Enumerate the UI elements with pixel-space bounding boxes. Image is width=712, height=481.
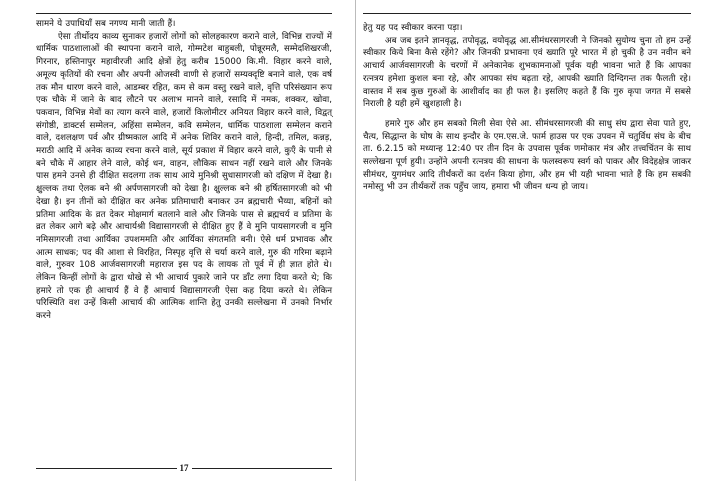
paragraph: सामने ये उपाधियाँ सब नगण्य मानी जाती हैं। (36, 19, 176, 29)
footer-rule-left (36, 468, 177, 469)
page-footer (36, 462, 332, 474)
paragraph: ऐसा तीर्थोदय काव्य सुनाकर हजारों लोगों को सोलहकारण कराने वाले, विभिन्न राज्यों में धार्मिक पाठशालाओं की स्थापना कराने वाले, गोम्मटेश बाहुबली, पोन्नूरमलै, सम्मेदशिखरजी, गिरनार, हस्तिनापुर महावीरजी आदि क्षेत्रों हेतु करीब 15000 कि.मी. विहार करने वाले, अमूल्य कृतियों की रचना और अपनी ओजस्वी वाणी से हजारों सम्यक्दृष्टि बनाने वाले, एक वर्ष तक मौन धारण करने वाले, आडम्बर रहित, कम से कम वस्तु रखने वाले, वृत्ति परिसंख्यान रूप एक चौके में जाने के बाद लौटने पर अलाभ मानने वाले, रसादि में नमक, शक्कर, खोवा, पकवान, विभिन्न मेवों का त्याग करने वाले, हजारों किलोमीटर अनियत विहार करने वाले, विद्वत् संगोष्ठी, डाक्टर्स सम्मेलन, अहिंसा सम्मेलन, कवि सम्मेलन, धार्मिक पाठशाला सम्मेलन कराने वाले, दशलक्षण पर्व और ग्रीष्मकाल आदि में अनेक शिविर कराने वाले, हिन्दी, तमिल, कन्नड़, मराठी आदि में अनेक काव्य रचना करने वाले, सूर्य प्रकाश में विहार करने वाले, कुएँ के पानी से बने चौके में आहार लेने वाले, कोई धन, वाहन, लौकिक साधन नहीं रखने वाले और जिनके पास हमने उनसे ही दीक्षित सदलगा तक साथ आये मुनिश्री सुधासागरजी को दक्षिण में देखा है। क्षुल्लक तथा ऐलक बने श्री अर्पणसागरजी को देखा है। क्षुल्लक बने श्री हर्षितसागरजी को भी देखा है। इन तीनों को दीक्षित कर अनेक प्रतिमाधारी बनाकर उन ब्रह्मचारी भैय्या, बहिनों को प्रतिमा आदिक के व्रत देकर मोक्षमार्ग बतलाने वाले और जिनके पास से ब्रह्मचर्य व प्रतिमा के व्रत लेकर आगे बढ़े और आचार्यश्री विद्यासागरजी से दीक्षित हुए हैं वे मुनि पायसागरजी व मुनि नमिसागरजी तथा आर्यिका उपशममति और आर्यिका संगतमति बनी। ऐसे धर्म प्रभावक और आत्म साधक; पद की आशा से विरहित, निस्पृह वृत्ति से चर्या करने वाले, गुरु की गरिमा बढ़ाने वाले, गुरुवर 108 आर्जवसागरजी महाराज इस पद के लायक तो पूर्व में ही ज्ञात होते थे। लेकिन किन्हीं लोगों के द्वारा धोखे से भी आचार्य पुकारे जाने पर डाँट लगा दिया करते थे; कि हमारे तो एक ही आचार्य हैं वे हैं आचार्य विद्यासागरजी ऐसा कह दिया करते थे। लेकिन परिस्थिति वश उन्हें किसी आचार्य की आत्मिक शान्ति हेतु उनकी सल्लेखना में उनको निर्भार करने (36, 31, 332, 322)
top-rule (36, 13, 332, 14)
right-page (357, 0, 712, 481)
paragraph: अब जब इतने ज्ञानवृद्ध, तपोवृद्ध, वयोवृद्ध आ.सीमंधरसागरजी ने जिनको सुयोग्य चुना तो हम उन्हें स्वीकार किये बिना कैसे रहेंगे? और जिनकी प्रभावना एवं ख्याति पूरे भारत में हो चुकी है उन नवीन बने आचार्य आर्जवसागरजी के चरणों में अनेकानेक शुभकामनाओं पूर्वक यही भावना भाते हैं कि आपका रत्नत्रय हमेशा कुशल बना रहे, और आपका संघ बढ़ता रहे, आपकी ख्याति दिग्दिगन्त तक फैलती रहे। वास्तव में सब कुछ गुरुओं के आशीर्वाद का ही फल है। इसलिए कहते हैं कि गुरु कृपा जगत में सबसे निराली है यही हमें खुशहाली है। (363, 35, 691, 110)
page-number: 17 (179, 463, 189, 473)
left-page-text (36, 18, 332, 323)
paragraph: हमारे गुरु और हम सबको मिली सेवा ऐसे आ. सीमंधरसागरजी की साधु संघ द्वारा सेवा पाते हुए, चैत्य, सिद्धान्त के घोष के साथ इन्दौर के एम.एस.जे. फार्म हाउस पर एक उपवन में चतुर्विध संघ के बीच ता. 6.2.15 को मध्यान्ह 12:40 पर तीन दिन के उपवास पूर्वक णमोकार मंत्र और तत्त्वचिंतन के साथ सल्लेखना पूर्ण हुयी। उन्होंने अपनी रत्नत्रय की साधना के फलस्वरूप स्वर्ग को पाकर और विदेहक्षेत्र जाकर सीमंधर, युगमंधर आदि तीर्थंकरों का दर्शन किया होगा, और हम भी यही भावना भाते हैं कि हम सबकी नमोस्तु भी उन तीर्थंकरों तक पहुँच जाय, हमारा भी जीवन धन्य हो जाय। (363, 118, 691, 193)
footer-rule-right (192, 468, 333, 469)
paragraph: हेतु यह पद स्वीकार करना पड़ा। (363, 23, 463, 33)
right-page-text (363, 22, 691, 194)
top-rule (363, 13, 691, 14)
